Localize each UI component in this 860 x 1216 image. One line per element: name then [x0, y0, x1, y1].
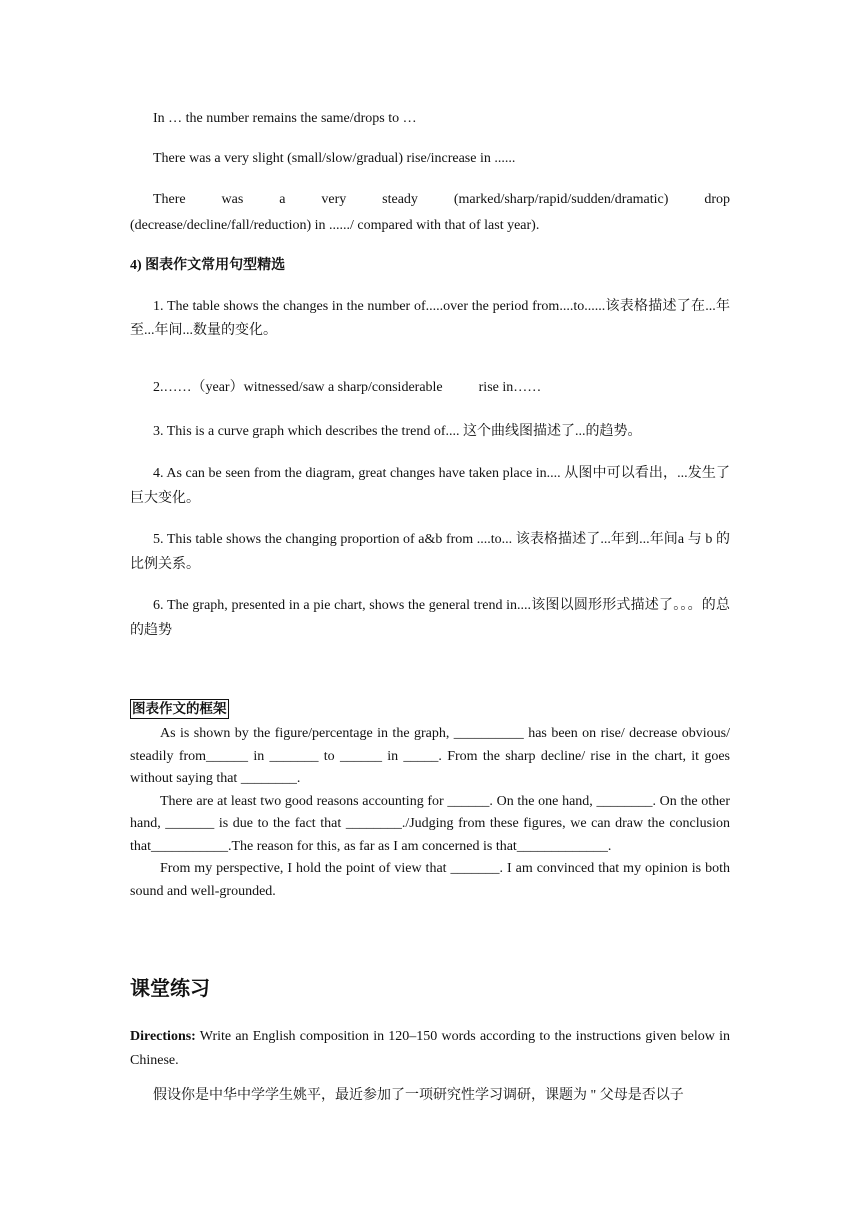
sentence-text: 4. As can be seen from the diagram, great changes have taken place in.... 从图中可以看出，...发生了巨大变化。 — [130, 466, 730, 506]
phrase-text: There was a very slight (small/slow/gradual) rise/increase in ...... — [153, 151, 516, 166]
exercise-task — [130, 1085, 730, 1107]
sentence-5 — [130, 527, 730, 577]
sentence-2-part-b: rise in…… — [478, 380, 542, 395]
phrase-text: In … the number remains the same/drops to … — [153, 111, 417, 126]
framework-body — [130, 723, 730, 903]
phrase-text: There was a very steady (marked/sharp/rapid/sudden/dramatic) drop — [153, 192, 730, 207]
sentence-text: 6. The graph, presented in a pie chart, shows the general trend in....该图以圆形形式描述了。。。的总的趋势 — [130, 598, 730, 638]
exercise-title — [130, 975, 730, 1001]
framework-paragraph-3: From my perspective, I hold the point of view that _______. I am convinced that my opinion is both sound and well-grounded. — [130, 861, 730, 899]
sentence-2 — [130, 377, 730, 399]
directions-body: Write an English composition in 120–150 words according to the instructions given below in Chinese. — [130, 1029, 730, 1068]
sentence-6 — [130, 593, 730, 643]
directions-label: Directions: — [130, 1029, 196, 1044]
sentence-text: 5. This table shows the changing proportion of a&b from ....to... 该表格描述了...年到...年间a 与 b 的比例关系。 — [130, 532, 730, 572]
sentence-2-part-a: 2.……（year）witnessed/saw a sharp/considerable — [153, 380, 443, 395]
task-text: 假设你是中华中学学生姚平，最近参加了一项研究性学习调研，课题为 " 父母是否以子 — [153, 1088, 684, 1103]
sentence-text: 3. This is a curve graph which describes the trend of.... 这个曲线图描述了...的趋势。 — [153, 424, 642, 439]
directions-text — [130, 1025, 730, 1073]
sentence-text — [130, 377, 730, 399]
heading-text: 4) 图表作文常用句型精选 — [130, 258, 286, 273]
sentence-1 — [130, 295, 730, 343]
framework-paragraph-2: There are at least two good reasons accounting for ______. On the one hand, ________. On the other hand, _______ is due to the fact that ________./Judging from these figures, we can draw the conclusion that___________.The reason for this, as far as I am concerned is that_____________. — [130, 793, 730, 854]
exercise-directions — [130, 1025, 730, 1073]
phrase-line-1 — [130, 108, 730, 130]
phrase-line-2 — [130, 148, 730, 170]
phrase-line-3 — [130, 189, 730, 237]
section-title-text: 课堂练习 — [130, 976, 210, 1000]
sentence-3 — [130, 421, 730, 443]
framework-title — [130, 699, 730, 719]
framework-title-box: 图表作文的框架 — [132, 701, 227, 717]
sentence-4 — [130, 461, 730, 511]
section-heading-4 — [130, 255, 730, 277]
framework-paragraph-1: As is shown by the figure/percentage in the graph, __________ has been on rise/ decrease obvious/ steadily from______ in _______ to ______ in _____. From the sharp decline/ rise in the chart, it goes without saying that ________. — [130, 726, 730, 786]
phrase-text-continued: (decrease/decline/fall/reduction) in ....../ compared with that of last year). — [130, 218, 540, 233]
sentence-text: 1. The table shows the changes in the number of.....over the period from....to......该表格描述了在...年至...年间...数量的变化。 — [130, 299, 730, 338]
